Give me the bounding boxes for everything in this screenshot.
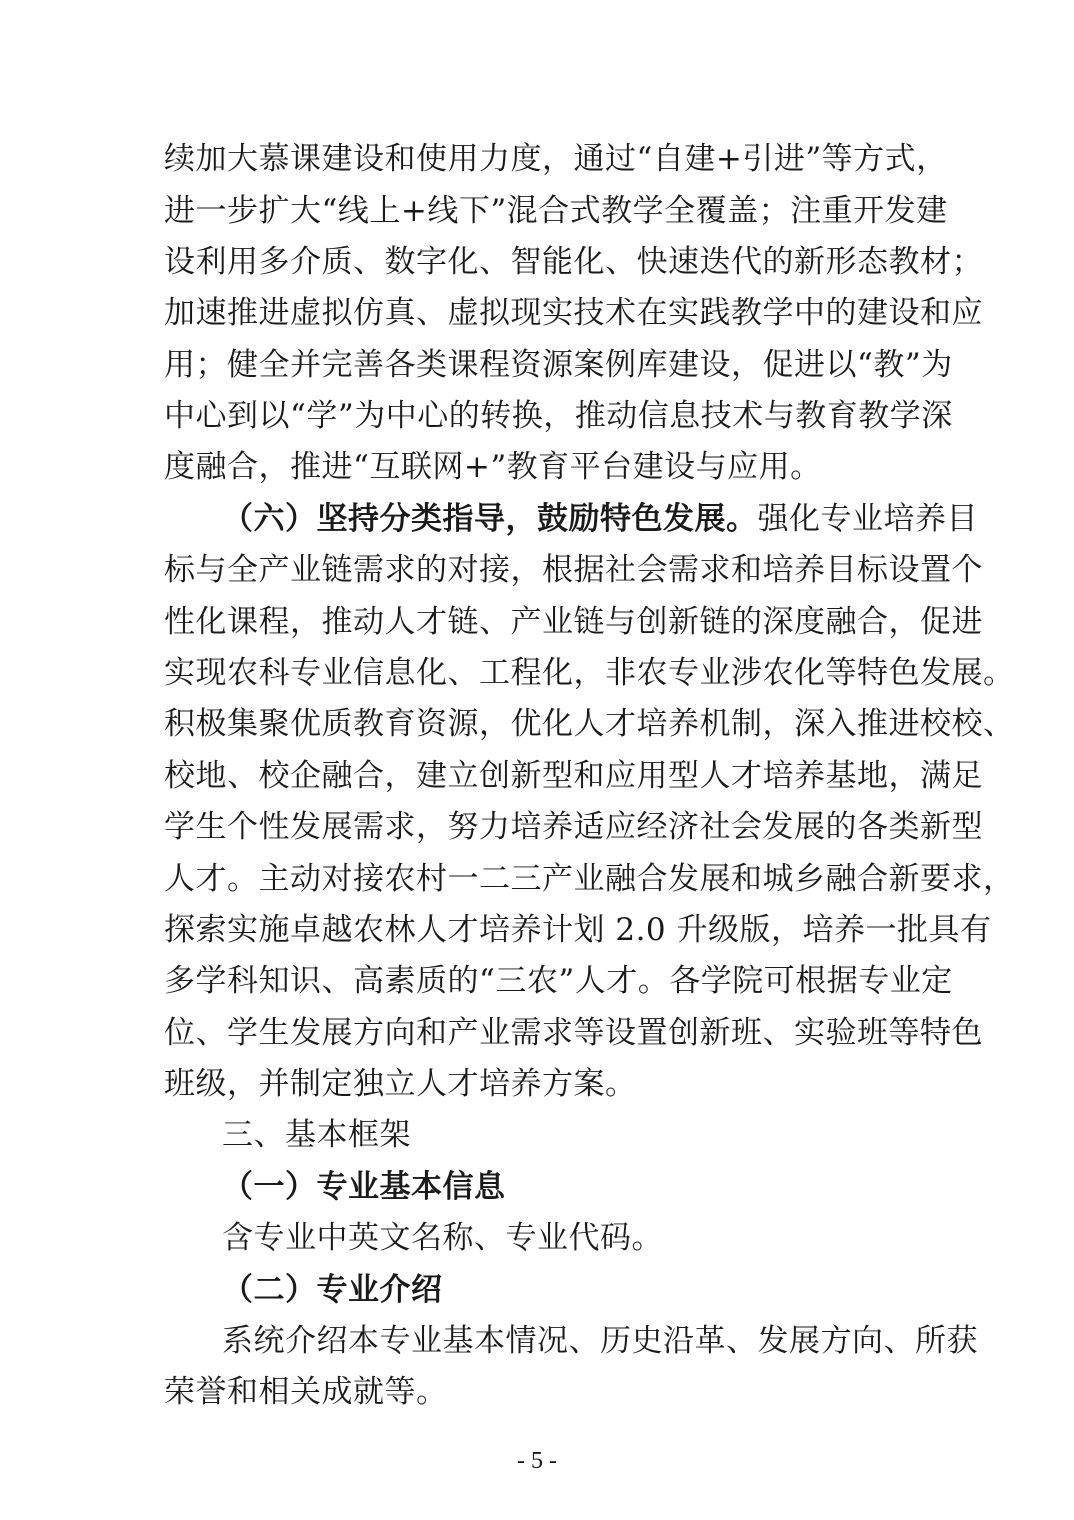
text-line: 性化课程，推动人才链、产业链与创新链的深度融合，促进 bbox=[164, 604, 983, 640]
text-line: 人才。主动对接农村一二三产业融合发展和城乡融合新要求， bbox=[164, 861, 1015, 897]
text-line: 用；健全并完善各类课程资源案例库建设，促进以“教”为 bbox=[164, 347, 953, 383]
text-line: 实现农科专业信息化、工程化，非农专业涉农化等特色发展。 bbox=[164, 655, 1015, 691]
page-number: - 5 - bbox=[517, 1448, 557, 1474]
subsection-heading: （一）专业基本信息 bbox=[222, 1169, 506, 1205]
text-line: 班级，并制定独立人才培养方案。 bbox=[164, 1066, 637, 1102]
paragraph-heading-line bbox=[222, 497, 978, 541]
text-line: 加速推进虚拟仿真、虚拟现实技术在实践教学中的建设和应 bbox=[164, 295, 983, 331]
text-line: 积极集聚优质教育资源，优化人才培养机制，深入推进校校、 bbox=[164, 706, 1015, 742]
section-6-heading: （六）坚持分类指导，鼓励特色发展。 bbox=[222, 501, 758, 537]
text-line: 续加大慕课建设和使用力度，通过“自建+引进”等方式， bbox=[164, 141, 948, 177]
subsection-heading: （二）专业介绍 bbox=[222, 1272, 443, 1308]
text-line: 荣誉和相关成就等。 bbox=[164, 1374, 448, 1410]
text-line: 标与全产业链需求的对接，根据社会需求和培养目标设置个 bbox=[164, 552, 983, 588]
text-line: 中心到以“学”为中心的转换，推动信息技术与教育教学深 bbox=[164, 398, 953, 434]
text-line: 含专业中英文名称、专业代码。 bbox=[222, 1220, 663, 1256]
text-line: 度融合，推进“互联网+”教育平台建设与应用。 bbox=[164, 449, 822, 485]
text-line: 位、学生发展方向和产业需求等设置创新班、实验班等特色 bbox=[164, 1015, 983, 1051]
text-line: 进一步扩大“线上+线下”混合式教学全覆盖；注重开发建 bbox=[164, 193, 948, 229]
text-line: 探索实施卓越农林人才培养计划 2.0 升级版，培养一批具有 bbox=[164, 912, 992, 948]
text-line: 校地、校企融合，建立创新型和应用型人才培养基地，满足 bbox=[164, 758, 983, 794]
text-line: 系统介绍本专业基本情况、历史沿革、发展方向、所获 bbox=[222, 1323, 978, 1359]
text-run: 强化专业培养目 bbox=[757, 501, 978, 537]
text-line: 学生个性发展需求，努力培养适应经济社会发展的各类新型 bbox=[164, 809, 983, 845]
section-heading: 三、基本框架 bbox=[222, 1117, 411, 1153]
text-line: 设利用多介质、数字化、智能化、快速迭代的新形态教材； bbox=[164, 244, 983, 280]
text-line: 多学科知识、高素质的“三农”人才。各学院可根据专业定 bbox=[164, 963, 953, 999]
